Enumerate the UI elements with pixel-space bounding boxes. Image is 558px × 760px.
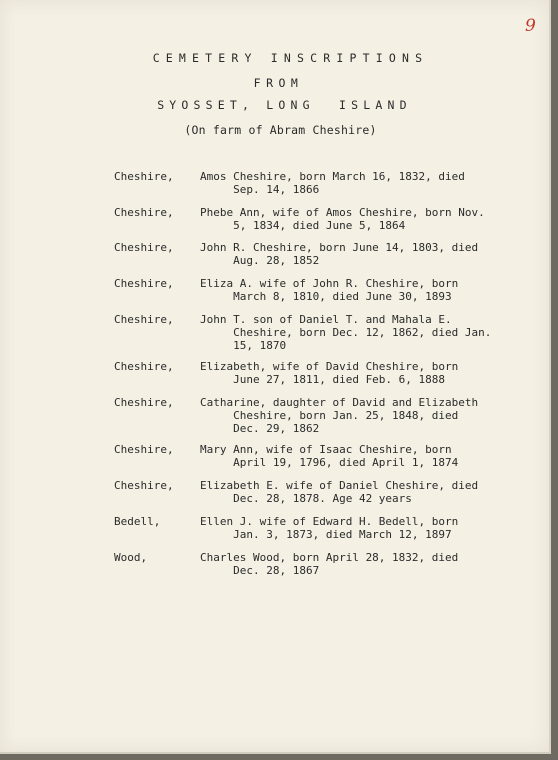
entry-text: Elizabeth E. wife of Daniel Cheshire, died Dec. 28, 1878. Age 42 years: [200, 479, 479, 505]
page-number: 9: [525, 16, 536, 36]
entry-surname: Wood,: [114, 551, 148, 564]
entry-surname: Cheshire,: [114, 206, 174, 219]
entry-surname: Cheshire,: [114, 313, 174, 326]
entry-surname: Cheshire,: [114, 443, 174, 456]
entry-surname: Cheshire,: [114, 396, 174, 409]
entry-text: Eliza A. wife of John R. Cheshire, born March 8, 1810, died June 30, 1893: [200, 277, 459, 303]
title-line-3: SYOSSET, LONG ISLAND: [157, 98, 412, 112]
entry-surname: Cheshire,: [114, 241, 174, 254]
entry-text: Elizabeth, wife of David Cheshire, born June 27, 1811, died Feb. 6, 1888: [200, 360, 459, 386]
entry-surname: Cheshire,: [114, 360, 174, 373]
entry-text: Phebe Ann, wife of Amos Cheshire, born Nov. 5, 1834, died June 5, 1864: [200, 206, 485, 232]
title-line-1: CEMETERY INSCRIPTIONS: [152, 51, 429, 65]
entry-text: Ellen J. wife of Edward H. Bedell, born Jan. 3, 1873, died March 12, 1897: [200, 515, 459, 541]
entry-text: Amos Cheshire, born March 16, 1832, died Sep. 14, 1866: [200, 170, 465, 196]
entry-text: Mary Ann, wife of Isaac Cheshire, born April 19, 1796, died April 1, 1874: [200, 443, 459, 469]
entry-text: Charles Wood, born April 28, 1832, died Dec. 28, 1867: [200, 551, 459, 577]
entry-text: John R. Cheshire, born June 14, 1803, died Aug. 28, 1852: [200, 241, 479, 267]
entry-surname: Cheshire,: [114, 170, 174, 183]
entry-surname: Cheshire,: [114, 277, 174, 290]
subtitle: (On farm of Abram Cheshire): [184, 123, 377, 137]
entry-surname: Cheshire,: [114, 479, 174, 492]
entry-surname: Bedell,: [114, 515, 161, 528]
title-line-2: FROM: [253, 76, 304, 90]
entry-text: Catharine, daughter of David and Elizabeth Cheshire, born Jan. 25, 1848, died Dec. 29, 1862: [200, 396, 479, 435]
entry-text: John T. son of Daniel T. and Mahala E. Cheshire, born Dec. 12, 1862, died Jan. 15, 1870: [200, 313, 492, 352]
